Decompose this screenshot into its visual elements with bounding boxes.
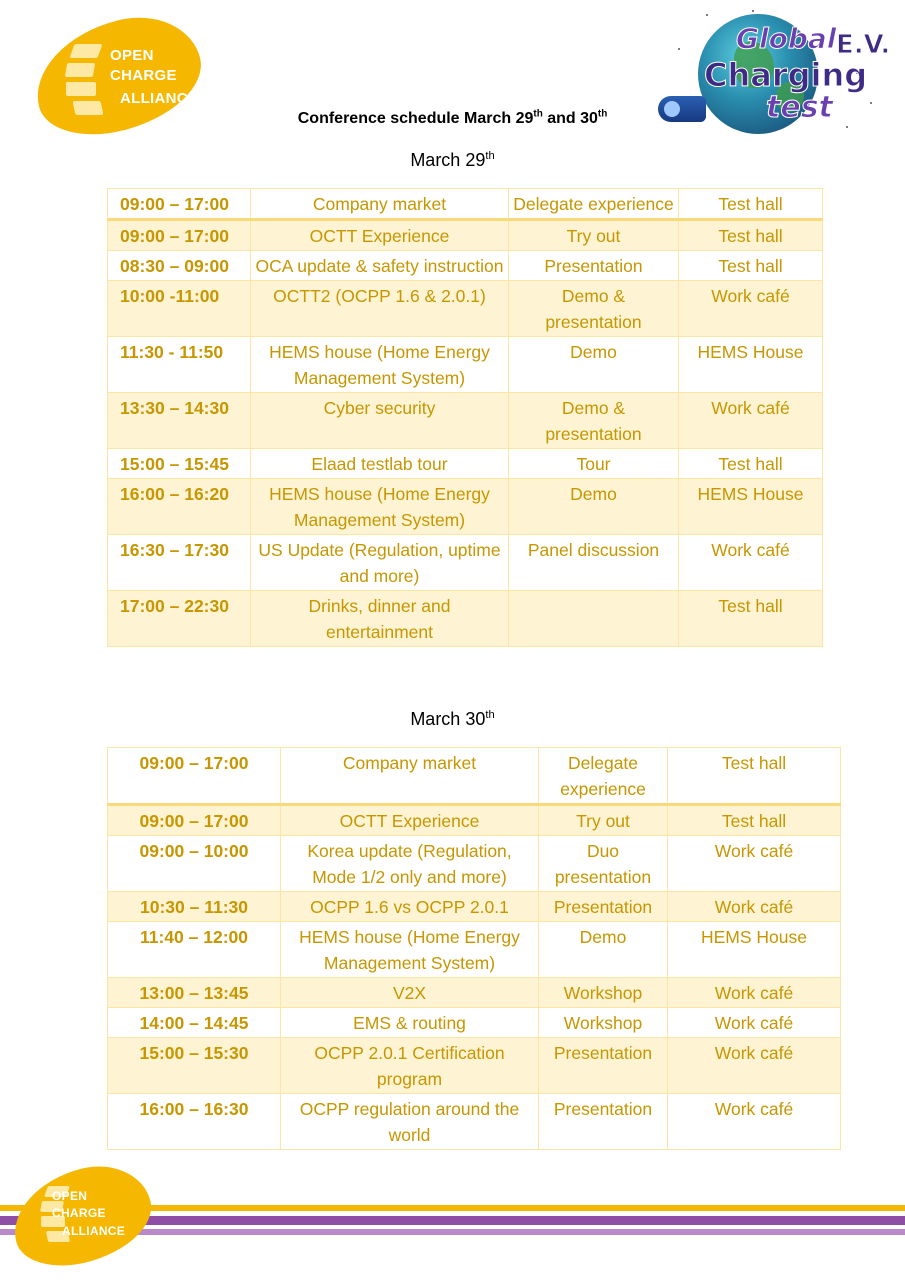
cell-time: 09:00 – 17:00 xyxy=(108,748,281,805)
cell-location: Work café xyxy=(668,836,841,892)
cell-type: Try out xyxy=(539,805,668,836)
cell-location: Test hall xyxy=(668,805,841,836)
cell-time: 13:30 – 14:30 xyxy=(108,393,251,449)
cell-event: OCPP regulation around the world xyxy=(281,1094,539,1150)
cell-type: Workshop xyxy=(539,1008,668,1038)
oca-bottom-word-alliance: ALLIANCE xyxy=(62,1224,126,1238)
cell-location: Work café xyxy=(668,1038,841,1094)
schedule-row xyxy=(108,220,823,251)
conference-title: Conference schedule March 29th and 30th xyxy=(297,108,608,127)
cell-event: OCTT2 (OCPP 1.6 & 2.0.1) xyxy=(251,281,509,337)
cell-location: Test hall xyxy=(668,748,841,805)
cell-type: Panel discussion xyxy=(509,535,679,591)
cell-time: 15:00 – 15:30 xyxy=(108,1038,281,1094)
oca-logo-word-charge: CHARGE xyxy=(110,67,177,84)
cell-event: OCPP 2.0.1 Certification program xyxy=(281,1038,539,1094)
day1-schedule-table xyxy=(107,188,823,647)
cell-time: 09:00 – 17:00 xyxy=(108,805,281,836)
cell-type: Demo & presentation xyxy=(509,393,679,449)
cell-event: OCA update & safety instruction xyxy=(251,251,509,281)
cell-type: Presentation xyxy=(539,1038,668,1094)
gct-word-global: Global xyxy=(736,22,837,55)
cell-location: Work café xyxy=(668,978,841,1008)
cell-event: OCTT Experience xyxy=(251,220,509,251)
cell-time: 10:00 -11:00 xyxy=(108,281,251,337)
day1-heading: March 29th xyxy=(410,150,495,170)
cell-event: V2X xyxy=(281,978,539,1008)
cell-type: Delegate experience xyxy=(509,189,679,220)
cell-time: 16:30 – 17:30 xyxy=(108,535,251,591)
cell-event: OCPP 1.6 vs OCPP 2.0.1 xyxy=(281,892,539,922)
schedule-row xyxy=(108,337,823,393)
cell-location: Test hall xyxy=(679,251,823,281)
cell-time: 09:00 – 10:00 xyxy=(108,836,281,892)
schedule-row xyxy=(108,535,823,591)
oca-logo-word-open: OPEN xyxy=(110,47,154,64)
cell-type xyxy=(509,591,679,647)
schedule-row xyxy=(108,805,841,836)
cell-event: US Update (Regulation, uptime and more) xyxy=(251,535,509,591)
day2-schedule-table xyxy=(107,747,841,1150)
cell-location: Test hall xyxy=(679,220,823,251)
schedule-row xyxy=(108,748,841,805)
schedule-row xyxy=(108,1094,841,1150)
cell-location: HEMS House xyxy=(679,479,823,535)
cell-type: Presentation xyxy=(539,1094,668,1150)
cell-type: Demo & presentation xyxy=(509,281,679,337)
schedule-row xyxy=(108,836,841,892)
cell-event: Company market xyxy=(281,748,539,805)
cell-event: Company market xyxy=(251,189,509,220)
cell-time: 11:30 - 11:50 xyxy=(108,337,251,393)
cell-location: Test hall xyxy=(679,189,823,220)
cell-type: Demo xyxy=(509,337,679,393)
cell-type: Workshop xyxy=(539,978,668,1008)
gct-word-ev: E.V. xyxy=(836,30,891,60)
gct-word-charging: Charging xyxy=(704,56,868,94)
cell-time: 09:00 – 17:00 xyxy=(108,220,251,251)
cell-location: Work café xyxy=(679,535,823,591)
cell-location: Test hall xyxy=(679,449,823,479)
cell-event: HEMS house (Home Energy Management System) xyxy=(251,337,509,393)
cell-time: 11:40 – 12:00 xyxy=(108,922,281,978)
schedule-row xyxy=(108,591,823,647)
day2-heading: March 30th xyxy=(410,709,495,729)
cell-type: Duo presentation xyxy=(539,836,668,892)
schedule-row xyxy=(108,922,841,978)
cell-time: 16:00 – 16:30 xyxy=(108,1094,281,1150)
schedule-row xyxy=(108,479,823,535)
schedule-row xyxy=(108,393,823,449)
cell-type: Presentation xyxy=(539,892,668,922)
cell-time: 15:00 – 15:45 xyxy=(108,449,251,479)
cell-type: Try out xyxy=(509,220,679,251)
schedule-row xyxy=(108,1038,841,1094)
cell-event: Cyber security xyxy=(251,393,509,449)
cell-time: 09:00 – 17:00 xyxy=(108,189,251,220)
cell-location: Test hall xyxy=(679,591,823,647)
oca-logo-word-alliance: ALLIANCE xyxy=(120,90,199,107)
cell-event: HEMS house (Home Energy Management System) xyxy=(281,922,539,978)
cell-event: OCTT Experience xyxy=(281,805,539,836)
cell-location: Work café xyxy=(668,1094,841,1150)
cell-type: Delegate experience xyxy=(539,748,668,805)
gct-word-test: test xyxy=(766,90,833,125)
cell-location: Work café xyxy=(668,1008,841,1038)
cell-time: 17:00 – 22:30 xyxy=(108,591,251,647)
cell-location: Work café xyxy=(679,393,823,449)
cell-location: Work café xyxy=(668,892,841,922)
cell-type: Tour xyxy=(509,449,679,479)
cell-time: 13:00 – 13:45 xyxy=(108,978,281,1008)
oca-logo-bottom xyxy=(6,1164,156,1268)
cell-type: Presentation xyxy=(509,251,679,281)
schedule-row xyxy=(108,1008,841,1038)
schedule-row xyxy=(108,892,841,922)
schedule-row xyxy=(108,281,823,337)
schedule-row xyxy=(108,978,841,1008)
cell-time: 16:00 – 16:20 xyxy=(108,479,251,535)
cell-location: HEMS House xyxy=(668,922,841,978)
cell-time: 08:30 – 09:00 xyxy=(108,251,251,281)
oca-bottom-word-open: OPEN xyxy=(52,1189,88,1203)
cell-time: 14:00 – 14:45 xyxy=(108,1008,281,1038)
schedule-row xyxy=(108,189,823,220)
oca-bottom-word-charge: CHARGE xyxy=(52,1206,106,1220)
cell-event: Drinks, dinner and entertainment xyxy=(251,591,509,647)
cell-event: EMS & routing xyxy=(281,1008,539,1038)
schedule-row xyxy=(108,449,823,479)
cell-location: Work café xyxy=(679,281,823,337)
cell-time: 10:30 – 11:30 xyxy=(108,892,281,922)
cell-event: HEMS house (Home Energy Management System) xyxy=(251,479,509,535)
cell-location: HEMS House xyxy=(679,337,823,393)
cell-event: Korea update (Regulation, Mode 1/2 only and more) xyxy=(281,836,539,892)
cell-type: Demo xyxy=(509,479,679,535)
cell-event: Elaad testlab tour xyxy=(251,449,509,479)
cell-type: Demo xyxy=(539,922,668,978)
schedule-row xyxy=(108,251,823,281)
